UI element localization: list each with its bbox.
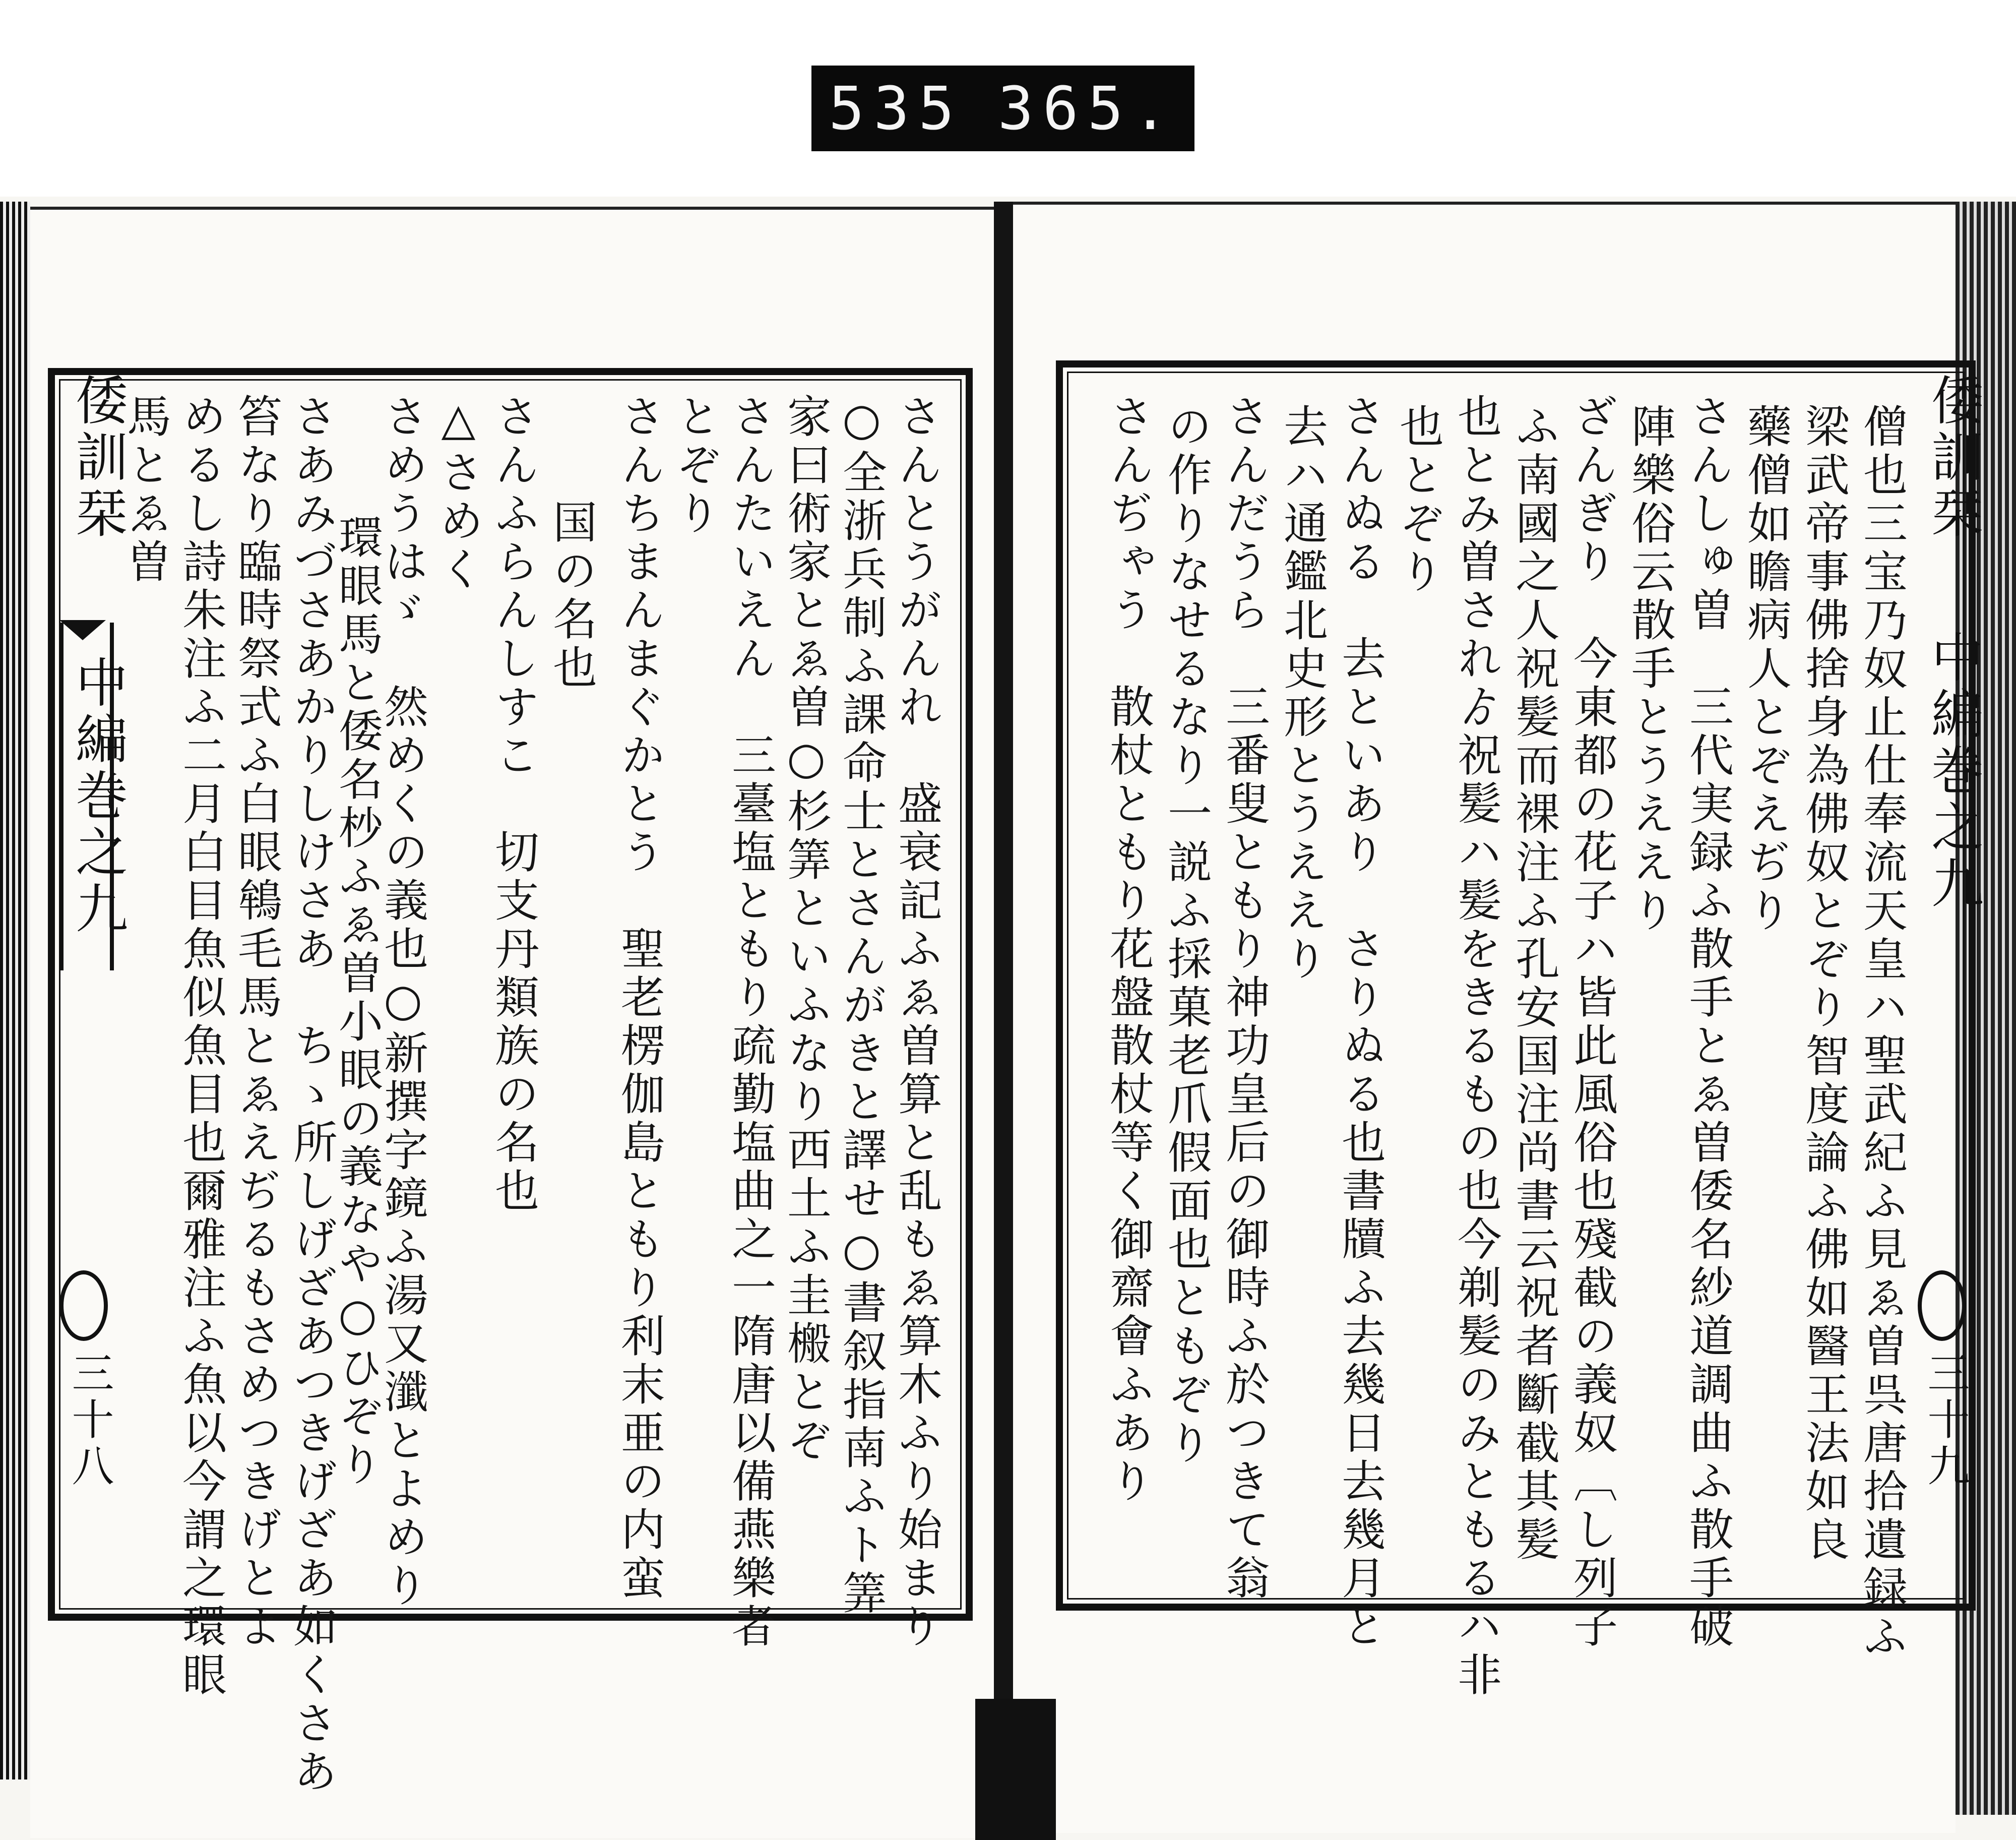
left-folio-number: 三十八: [65, 1351, 114, 1490]
right-col-10: さんぬる 去といあり さりぬる也書牘ふ去幾日去幾月と: [1335, 393, 1387, 1651]
left-col-7: 国の名也: [546, 499, 598, 693]
left-col-10: さめうはゞ 然めくの義也○新撰字鏡ふ湯又瀸とよめり: [377, 393, 429, 1611]
right-col-14: さんぢゃう 散杖ともり花盤散杖等く御齋會ふあり: [1103, 393, 1155, 1506]
left-col-3: 家曰術家とゑ曽○杉筭といふなり西土ふ圭㮽とぞ: [780, 393, 832, 1465]
left-margin-title: 倭訓栞: [67, 373, 128, 542]
right-folio-number: 三十九: [1921, 1351, 1970, 1490]
left-col-12: さあみづさあかりしけさあ ちゝ所しげざあつきげざあ如くさあ: [286, 393, 338, 1797]
left-col-8: さんふらんしすこ 切支丹類族の名也: [488, 393, 540, 1216]
right-col-9: 也とぞり: [1393, 403, 1444, 597]
book-gutter: [994, 202, 1013, 1840]
left-col-13: 笞なり臨時祭式ふ白眼鴾毛馬とゑえぢるもさめつきげとよ: [231, 393, 283, 1651]
left-cover-edge: [0, 202, 30, 1780]
right-col-2: 梁武帝事佛捨身為佛奴とぞり智度論ふ佛如醫王法如良: [1798, 403, 1850, 1565]
left-margin-section: 中編巻之九: [67, 655, 128, 938]
right-col-8: 也とみ曽されゟ祝髪ハ髪をきるもの也今剃髪のみともるハ非: [1451, 393, 1502, 1700]
right-col-5: 陣樂俗云散手とうええり: [1624, 403, 1676, 936]
right-folio-circle: [1918, 1270, 1966, 1341]
left-col-5: とぞり: [669, 393, 721, 538]
right-col-11: 去ハ通鑑北史形とうええり: [1277, 403, 1329, 984]
left-col-2: ○全浙兵制ふ課命士とさんがきと譯せ○書叙指南ふト筭: [836, 393, 888, 1618]
right-col-3: 藥僧如瞻病人とぞえぢり: [1740, 403, 1792, 936]
left-col-14: めるし詩朱注ふ二月白目魚似魚目也爾雅注ふ魚以今謂之環眼: [175, 393, 227, 1700]
left-col-9: △さめく: [432, 393, 484, 594]
left-fishtail-mark: [59, 620, 106, 640]
right-margin-section: 中編巻之九: [1922, 630, 1984, 912]
right-col-4: さんしゅ曽 三代実録ふ散手とゑ曽倭名紗道調曲ふ散手破: [1682, 393, 1734, 1651]
left-col-15: 馬とゑ曽: [120, 393, 172, 587]
archive-label: [811, 66, 1194, 151]
right-col-12: さんだうら 三番叟ともり神功皇后の御時ふ於つきて翁: [1219, 393, 1271, 1603]
archive-number-a: 535: [829, 74, 964, 143]
right-col-6: ざんぎり 今東都の花子ハ皆此風俗也殘截の義奴〔し列子: [1566, 393, 1618, 1651]
right-col-1: 僧也三宝乃奴止仕奉流天皇ハ聖武紀ふ見ゑ曽呉唐拾遺録ふ: [1856, 403, 1908, 1662]
left-col-11: 環眼馬と倭名杪ふゑ曽小眼の義なや○ひぞり: [332, 514, 384, 1490]
archive-number-b: 365.: [997, 74, 1177, 143]
left-col-1: さんとうがんれ 盛衰記ふゑ曽算と乱もゑ算木ふり始まり: [891, 393, 943, 1651]
right-col-13: の作りなせるなり一説ふ採菓老爪假面也ともぞり: [1161, 403, 1213, 1468]
left-col-4: さんたいえん 三臺塩ともり疏勤塩曲之一隋唐以備燕樂者: [725, 393, 777, 1651]
right-margin-title: 倭訓栞: [1922, 373, 1984, 542]
left-col-6: さんちまんまぐかとう 聖老楞伽島ともり利末亜の内蛮: [614, 393, 666, 1603]
left-folio-circle: [59, 1270, 108, 1341]
right-col-7: ふ南國之人祝髪而裸注ふ孔安国注尚書云祝者斷截其髪: [1508, 403, 1560, 1565]
gutter-shadow: [975, 1699, 1056, 1840]
